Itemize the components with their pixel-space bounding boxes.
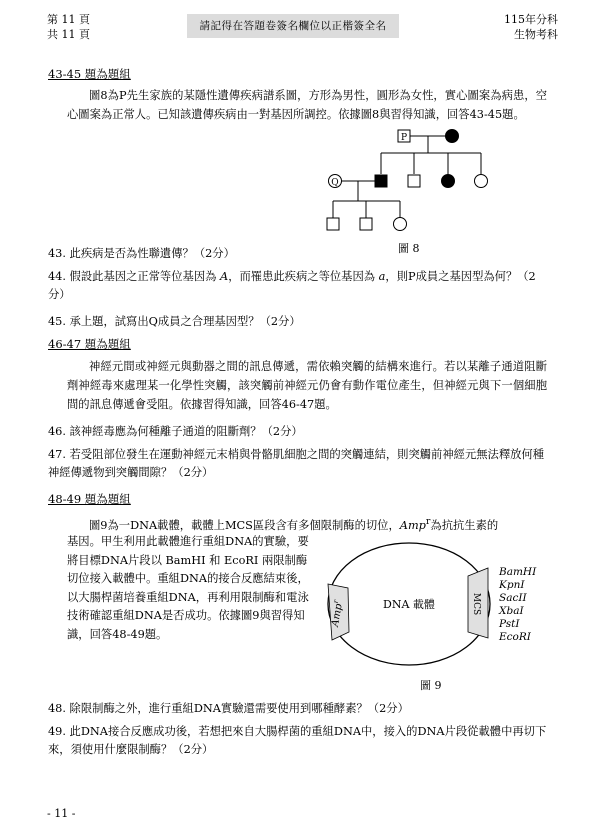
enzyme-name: BamHI [499, 566, 537, 578]
pedigree-child-male-1 [327, 218, 339, 230]
page-number [47, 12, 90, 42]
pedigree-figure-8 [318, 126, 498, 238]
mcs-label: MCS [471, 592, 481, 616]
question-47: 47. 若受阻部位發生在運動神經元末梢與骨骼肌細胞之間的突觸連結，則突觸前神經元無法釋放何種神經傳遞物到突觸間隙？（2分） [48, 448, 545, 479]
pedigree-child-male-2 [360, 218, 372, 230]
pedigree-male-normal [408, 175, 420, 187]
group-title-48-49: 48-49 題為題組 [48, 492, 131, 506]
enzyme-name: XbaI [499, 605, 524, 617]
amp-label-text: Amp [329, 602, 345, 628]
question-49: 49. 此DNA接合反應成功後，若想把來自大腸桿菌的重組DNA中，接入的DNA片段從載體中再切下來，須使用什麼限制酶？（2分） [48, 725, 547, 756]
enzyme-ecori [499, 631, 536, 644]
pedigree-female-normal [475, 175, 488, 188]
q44-part-3: ，則P成員之基因型為何？（2分） [48, 270, 536, 301]
q44-part-1: 44. 假設此基因之正常等位基因為 [48, 270, 221, 283]
exam-name: 115年分科 [504, 13, 558, 26]
enzyme-bamhi [499, 566, 536, 579]
plasmid-figure-9 [312, 536, 512, 672]
page-total-text: 共 11 頁 [47, 28, 90, 41]
pedigree-female-affected [446, 130, 459, 143]
pedigree-child-female [394, 218, 407, 231]
enzyme-xbai [499, 605, 536, 618]
q44-part-2: ，而罹患此疾病之等位基因為 [228, 270, 379, 283]
enzyme-name: KpnI [499, 579, 525, 591]
group-title-43-45: 43-45 題為題組 [48, 67, 131, 81]
question-48: 48. 除限制酶之外，進行重組DNA實驗還需要使用到哪種酵素？（2分） [48, 702, 409, 715]
q44-allele-a: a [378, 270, 386, 283]
enzyme-psti [499, 618, 536, 631]
page-footer: - 11 - [47, 807, 76, 820]
group-46-47-intro: 神經元間或神經元與動器之間的訊息傳遞，需依賴突觸的結構來進行。若以某離子通道阻斷劑神經毒來處理某一化學性突觸，該突觸前神經元仍會有動作電位產生，但神經元與下一個細胞間的訊息傳遞會受阻。依據習得知識，回答46-47題。 [67, 360, 547, 411]
enzyme-name: SacII [499, 592, 527, 604]
enzyme-name: EcoRI [499, 631, 531, 643]
group-title-46-47: 46-47 題為題組 [48, 337, 131, 351]
plasmid-label: DNA 載體 [383, 598, 435, 611]
question-46: 46. 該神經毒應為何種離子通道的阻斷劑？（2分） [48, 425, 303, 438]
page-number-text: 第 11 頁 [47, 13, 90, 26]
pedigree-male-affected [375, 175, 387, 187]
figure-8-caption: 圖 8 [398, 242, 420, 255]
question-45: 45. 承上題，試寫出Q成員之合理基因型？（2分） [48, 315, 301, 328]
pedigree-female-affected-2 [442, 175, 455, 188]
question-43: 43. 此疾病是否為性聯遺傳？（2分） [48, 247, 235, 260]
exam-subject: 生物考科 [514, 28, 558, 41]
group-48-49-intro-line1 [67, 512, 549, 535]
enzyme-sacii [499, 592, 536, 605]
enzyme-kpni [499, 579, 536, 592]
label-p: P [400, 133, 408, 143]
enzyme-name: PstI [499, 618, 520, 630]
intro-line1-b: 為抗抗生素的 [430, 518, 499, 532]
group-48-49-intro-rest: 基因。甲生利用此載體進行重組DNA的實驗，要將目標DNA片段以 BamHI 和 EcoRI 兩限制酶切位接入載體中。重組DNA的接合反應結束後，以大腸桿菌培養重組DNA，再利用限制酶和電泳技術確認重組DNA是否成功。依據圖9與習得知識，回答48-49題。 [67, 535, 309, 641]
figure-9-caption: 圖 9 [420, 679, 442, 692]
signature-notice: 請記得在答題卷簽名欄位以正楷簽全名 [187, 14, 399, 38]
amp-inline-sup: r [425, 516, 431, 527]
label-q: Q [331, 178, 339, 188]
group-43-45-intro: 圖8為P先生家族的某隱性遺傳疾病譜系圖，方形為男性，圓形為女性，實心圖案為病患，空心圖案為正常人。已知該遺傳疾病由一對基因所調控。依據圖8與習得知識，回答43-45題。 [67, 89, 547, 121]
amp-label-sup: r [331, 599, 341, 604]
amp-inline: Amp [399, 518, 426, 532]
exam-info [498, 12, 558, 42]
q44-allele-A: A [220, 270, 229, 283]
enzyme-list [499, 566, 536, 644]
intro-line1-a: 圖9為一DNA載體，載體上MCS區段含有多個限制酶的切位， [89, 518, 400, 532]
question-44 [48, 268, 548, 304]
